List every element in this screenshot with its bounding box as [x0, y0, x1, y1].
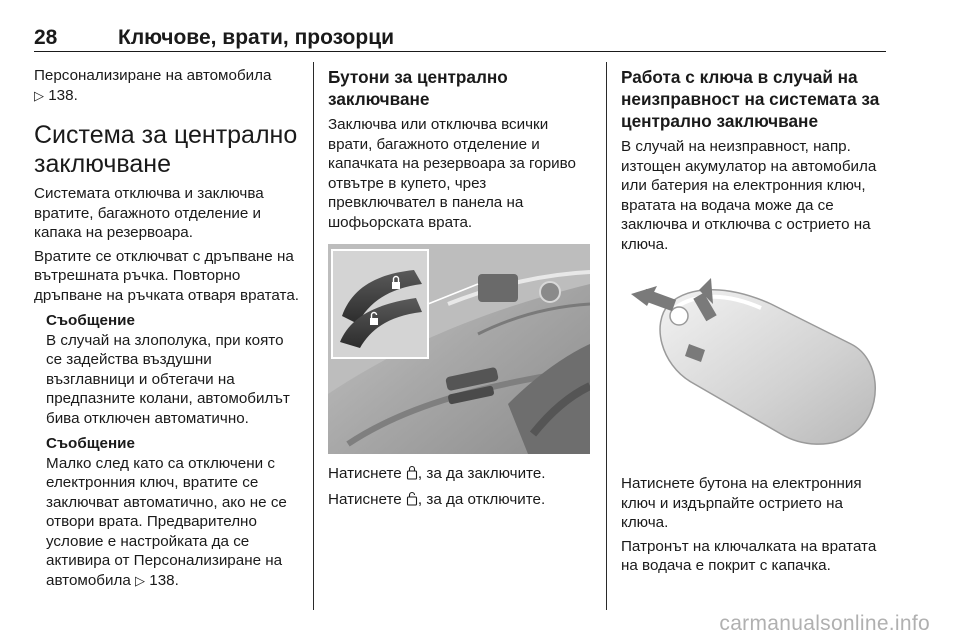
note-block [34, 311, 302, 428]
arrow-ref-icon: ▷ [34, 87, 44, 103]
paragraph: В случай на неизправност, напр. изтощен акумулатор на автомобила или батерия на електронния ключ, вратата на водача може да се заключва и отключва с острието на ключа. [621, 138, 877, 253]
paragraph: Системата отключва и заключва вратите, багажното отделение и капака на резервоара. [34, 185, 264, 241]
subsection-title: Бутони за централно заключване [328, 67, 508, 109]
page-header [34, 26, 886, 54]
intro-paragraph [34, 66, 302, 105]
lock-instruction [328, 464, 594, 486]
note-block [34, 434, 302, 590]
intro-text: Персонализиране на автомобила [34, 67, 272, 84]
key-illustration [621, 264, 883, 464]
lock-icon [406, 465, 418, 486]
lock-suffix: , за да заключите. [417, 465, 546, 482]
unlock-prefix: Натиснете [328, 490, 402, 508]
subsection-title: Работа с ключа в случай на неизправност на системата за централно заключване [621, 67, 880, 131]
note-title: Съобщение [46, 312, 135, 329]
watermark-text: carmanualsonline.info [719, 612, 930, 635]
door-panel-illustration [328, 244, 590, 454]
section-title: Система за централно заключване [34, 121, 298, 178]
unlock-suffix: , за да отключите. [417, 490, 546, 508]
column-divider [606, 62, 607, 610]
arrow-ref-icon: ▷ [135, 572, 146, 588]
note-text-body: Малко след като са отключени с електронния ключ, вратите се заключват автоматично, ако не се отвори врата. Предварително условие е настройката да се активира от Персонализиране на автомобила [46, 454, 287, 589]
note-title: Съобщение [46, 435, 135, 452]
page-number: 28 [34, 26, 58, 49]
header-divider [34, 51, 886, 52]
intro-page-ref[interactable]: 138. [48, 86, 78, 104]
paragraph: Вратите се отключват с дръпване на вътрешната ръчка. Повторно дръпване на ръчката отваря вратата. [34, 247, 299, 304]
chapter-title: Ключове, врати, прозорци [118, 26, 395, 49]
note-page-ref[interactable]: 138. [149, 571, 179, 589]
lock-prefix: Натиснете [328, 465, 402, 482]
note-text [46, 454, 302, 591]
note-text: В случай на злополука, при която се задейства въздушни възглавници и обтегачи на предпазните колани, автомобилът бива отключен автоматично. [46, 331, 290, 427]
column-divider [313, 62, 314, 610]
unlock-icon [406, 491, 418, 512]
paragraph: Патронът на ключалката на вратата на водача е покрит с капачка. [621, 537, 877, 574]
paragraph: Натиснете бутона на електронния ключ и издърпайте острието на ключа. [621, 475, 862, 531]
column-2 [328, 66, 594, 515]
unlock-instruction [328, 490, 594, 512]
paragraph: Заключва или отключва всички врати, багажното отделение и капачката на резервоара за гориво отвътре в купето, чрез превключвател в панела на шофьорската врата. [328, 116, 576, 231]
column-3 [621, 66, 889, 580]
column-1 [34, 66, 302, 594]
